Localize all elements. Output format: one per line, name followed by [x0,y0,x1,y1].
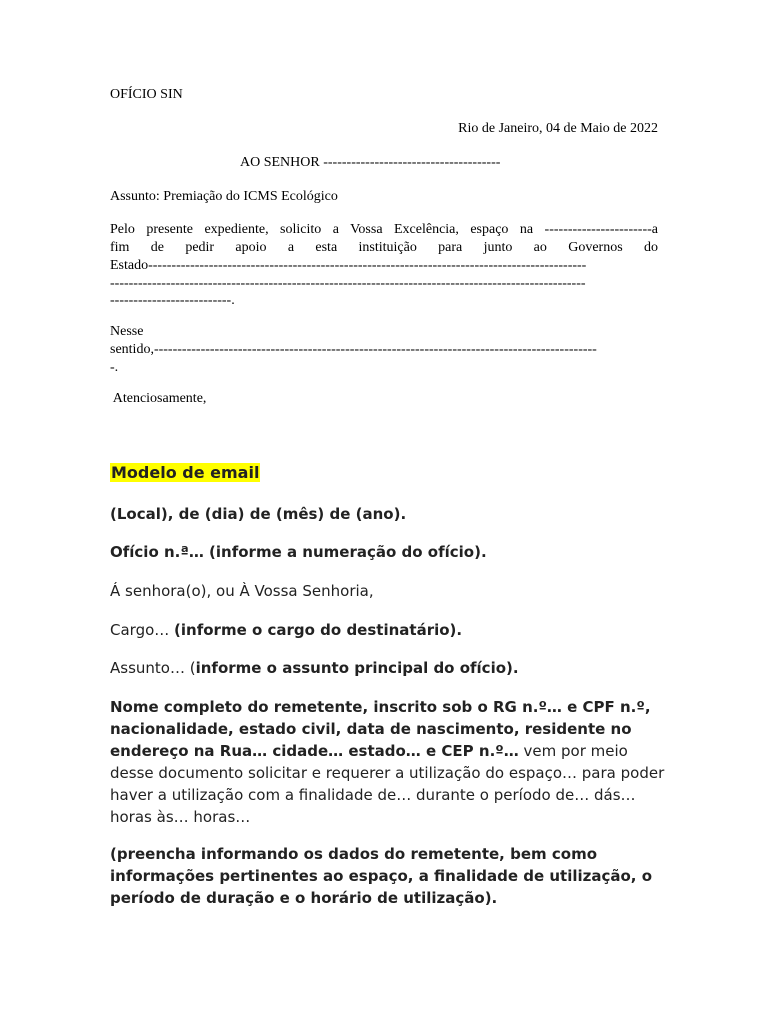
assunto-prefix: Assunto… ( [110,659,196,677]
closing-line: Atenciosamente, [110,391,207,406]
addressee-line: AO SENHOR -------------------------------------- [240,155,501,170]
assunto-bold: informe o assunto principal do ofício). [195,659,519,677]
body-line: Pelo presente expediente, solicito a Vossa Excelência, espaço na -----------------------a [110,222,658,237]
date-line [110,503,406,525]
assunto-line [110,657,519,679]
email-model-title [110,462,260,484]
body-line: ------------------------------------------------------------------------------------------------------ [110,276,586,291]
cargo-bold: (informe o cargo do destinatário). [174,621,463,639]
remetente-regular: vem por meio desse documento solicitar e requerer a utilização do espaço… para poder haver a utilização com a finalidade de… durante o período de… dás… horas às… horas… [110,742,665,826]
second-para-line: Nesse [110,324,144,339]
letter-heading: OFÍCIO SIN [110,87,183,102]
instructions-paragraph [110,843,670,909]
date-line-text: (Local), de (dia) de (mês) de (ano). [110,505,407,523]
body-line: --------------------------. [110,293,235,308]
subject-line: Assunto: Premiação do ICMS Ecológico [110,189,338,204]
second-para-line: sentido,----------------------------------------------------------------------------------------------- [110,342,597,357]
instructions-text: (preencha informando os dados do remetente, bem como informações pertinentes ao espaço, a finalidade de utilização, o período de duração e o horário de utilização). [110,845,653,907]
second-para-line: -. [110,360,119,375]
cargo-line [110,619,462,641]
remetente-paragraph [110,696,670,828]
salutation-line: Á senhora(o), ou À Vossa Senhoria, [110,582,374,600]
body-line: fim de pedir apoio a esta instituição para junto ao Governos do [110,240,658,255]
body-line: Estado---------------------------------------------------------------------------------------------- [110,258,587,273]
place-date: Rio de Janeiro, 04 de Maio de 2022 [458,121,658,136]
oficio-line-text: Ofício n.ª… (informe a numeração do ofício). [110,543,487,561]
highlighted-title: Modelo de email [111,463,260,482]
cargo-prefix: Cargo… [110,621,175,639]
remetente-bold: Nome completo do remetente, inscrito sob o RG n.º… e CPF n.º, nacionalidade, estado civil, data de nascimento, residente no endereço na Rua… cidade… estado… e CEP n.º… [110,698,651,760]
oficio-line [110,541,487,563]
